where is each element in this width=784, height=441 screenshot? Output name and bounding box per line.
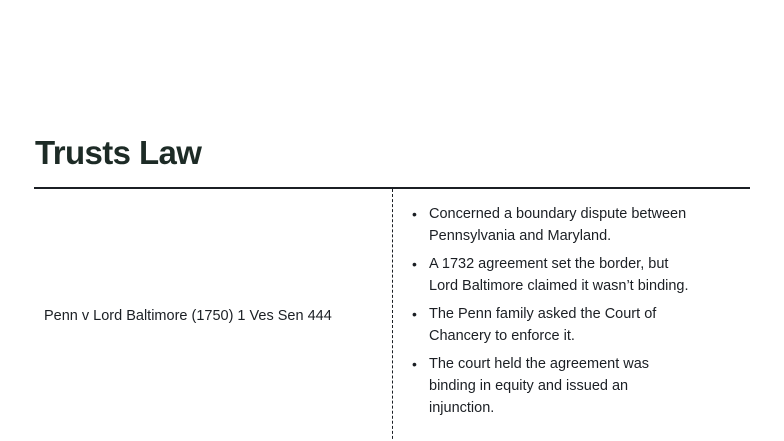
list-item [411,303,691,347]
case-notes-cell [393,189,750,441]
list-item [411,203,691,247]
note-text: Concerned a boundary dispute between Pennsylvania and Maryland. [429,206,687,244]
list-item [411,353,691,419]
bullet-icon: • [412,256,417,272]
note-text: The court held the agreement was binding in equity and issued an injunction. [429,356,650,416]
note-text: The Penn family asked the Court of Chancery to enforce it. [429,306,657,344]
page-title: Trusts Law [35,134,202,171]
bullet-icon: • [412,356,417,372]
bullet-icon: • [412,206,417,222]
list-item [411,253,691,297]
case-notes-list [411,203,691,419]
bullet-icon: • [412,306,417,322]
note-text: A 1732 agreement set the border, but Lord Baltimore claimed it wasn’t binding. [429,256,689,294]
case-name-cell [34,189,393,441]
case-table [34,187,750,441]
case-name: Penn v Lord Baltimore (1750) 1 Ves Sen 444 [44,308,332,324]
